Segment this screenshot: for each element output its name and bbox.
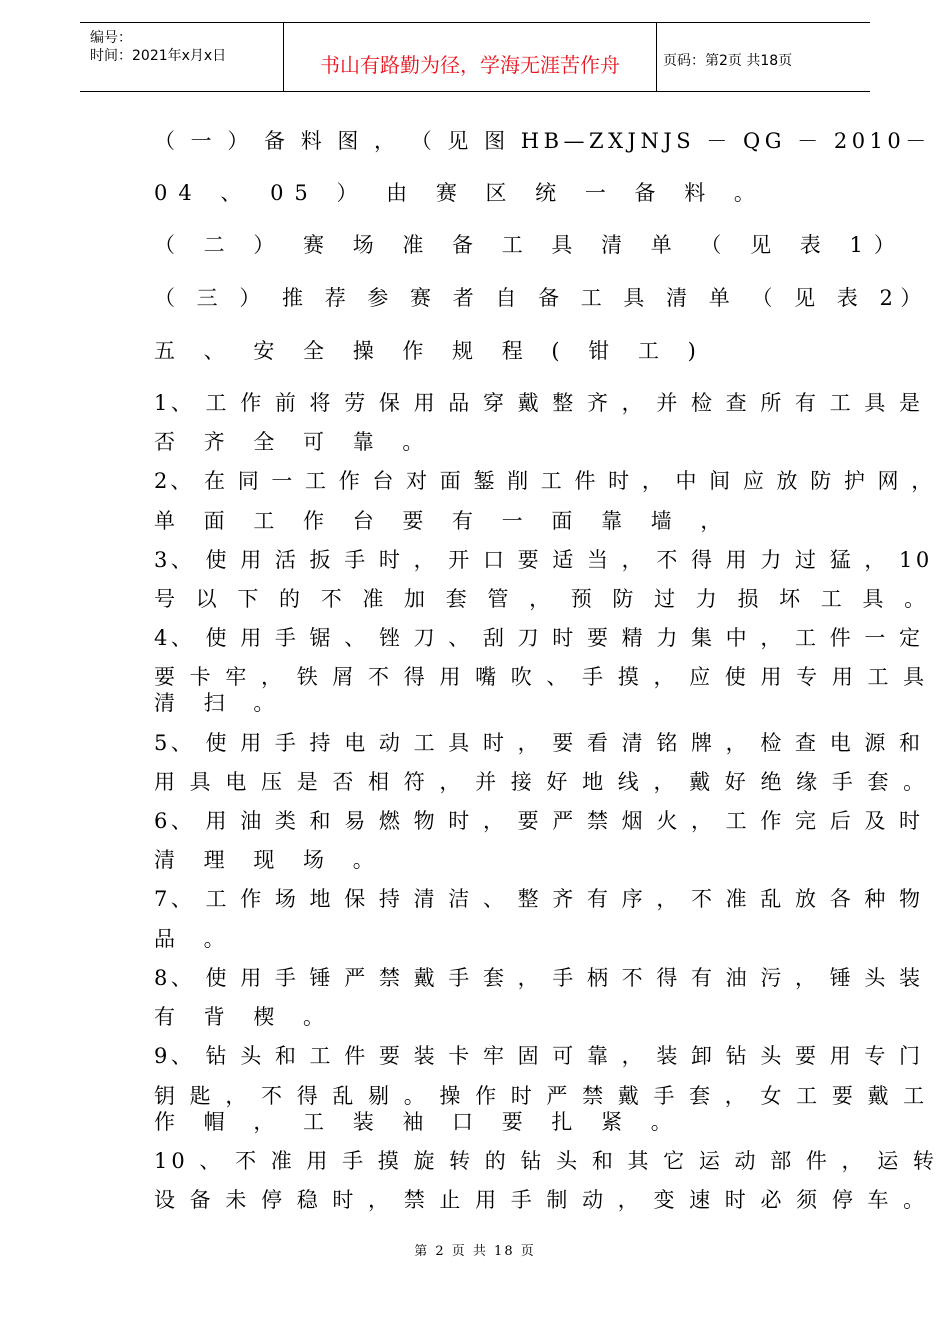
- body-line: 品 。: [154, 927, 236, 951]
- page-header: [80, 22, 870, 92]
- body-line: （ 二 ） 赛 场 准 备 工 具 清 单 （ 见 表 1）: [154, 233, 906, 257]
- header-meta-cell: [80, 23, 284, 91]
- body-line: 清 理 现 场 。: [154, 848, 385, 872]
- body-line: 8、 使 用 手 锤 严 禁 戴 手 套 ， 手 柄 不 得 有 油 污 ， 锤 头 装: [154, 966, 924, 990]
- body-line: （ 一 ） 备 料 图 ， （ 见 图 HB—ZXJNJS － QG － 2010－: [154, 129, 931, 153]
- body-line: 9、 钻 头 和 工 件 要 装 卡 牢 固 可 靠 ， 装 卸 钻 头 要 用 专 门: [154, 1044, 924, 1068]
- page-footer: 第 2 页 共 18 页: [414, 1244, 536, 1259]
- body-line: （ 三 ） 推 荐 参 赛 者 自 备 工 具 清 单 （ 见 表 2）: [154, 286, 929, 310]
- body-line: 4、 使 用 手 锯 、 锉 刀 、 刮 刀 时 要 精 力 集 中 ， 工 件 一 定: [154, 626, 924, 650]
- body-line: 7、 工 作 场 地 保 持 清 洁 、 整 齐 有 序 ， 不 准 乱 放 各 种 物: [154, 887, 924, 911]
- body-line: 有 背 楔 。: [154, 1005, 336, 1029]
- section-heading: 五 、 安 全 操 作 规 程 ( 钳 工 ): [154, 339, 707, 363]
- time-label: 时间：2021年x月x日: [90, 48, 227, 64]
- header-page-cell: [657, 23, 870, 91]
- page-number-label: 页码：第2页 共18页: [663, 53, 793, 69]
- body-line: 5、 使 用 手 持 电 动 工 具 时 ， 要 看 清 铭 牌 ， 检 查 电 源 和: [154, 731, 924, 755]
- body-line: 钥 匙 ， 不 得 乱 剔 。 操 作 时 严 禁 戴 手 套 ， 女 工 要 戴 工: [154, 1084, 929, 1108]
- body-line: 2、 在 同 一 工 作 台 对 面 錾 削 工 件 时 ， 中 间 应 放 防 护 网 ，: [154, 469, 936, 493]
- serial-label: 编号：: [90, 30, 132, 46]
- body-line: 清 扫 。: [154, 691, 286, 715]
- body-line: 设 备 未 停 稳 时 ， 禁 止 用 手 制 动 ， 变 速 时 必 须 停 车 。: [154, 1188, 929, 1212]
- body-line: 04 、 05 ） 由 赛 区 统 一 备 料 。: [154, 181, 766, 205]
- header-motto-cell: [284, 23, 657, 91]
- body-line: 否 齐 全 可 靠 。: [154, 430, 435, 454]
- body-line: 要 卡 牢 ， 铁 屑 不 得 用 嘴 吹 、 手 摸 ， 应 使 用 专 用 工 具: [154, 665, 929, 689]
- body-line: 3、 使 用 活 扳 手 时 ， 开 口 要 适 当 ， 不 得 用 力 过 猛 ， 10: [154, 548, 933, 572]
- body-line: 作 帽 ， 工 装 袖 口 要 扎 紧 。: [154, 1110, 683, 1134]
- motto: 书山有路勤为径，学海无涯苦作舟: [320, 53, 620, 77]
- body-line: 单 面 工 作 台 要 有 一 面 靠 墙 ，: [154, 509, 733, 533]
- body-line: 号 以 下 的 不 准 加 套 管 ， 预 防 过 力 损 坏 工 具 。: [154, 587, 933, 611]
- body-line: 6、 用 油 类 和 易 燃 物 时 ， 要 严 禁 烟 火 ， 工 作 完 后 及 时: [154, 809, 924, 833]
- body-line: 用 具 电 压 是 否 相 符 ， 并 接 好 地 线 ， 戴 好 绝 缘 手 套 。: [154, 770, 929, 794]
- body-line: 1、 工 作 前 将 劳 保 用 品 穿 戴 整 齐 ， 并 检 查 所 有 工 具 是: [154, 391, 924, 415]
- body-line: 10 、 不 准 用 手 摸 旋 转 的 钻 头 和 其 它 运 动 部 件 ， 运 转: [154, 1149, 938, 1173]
